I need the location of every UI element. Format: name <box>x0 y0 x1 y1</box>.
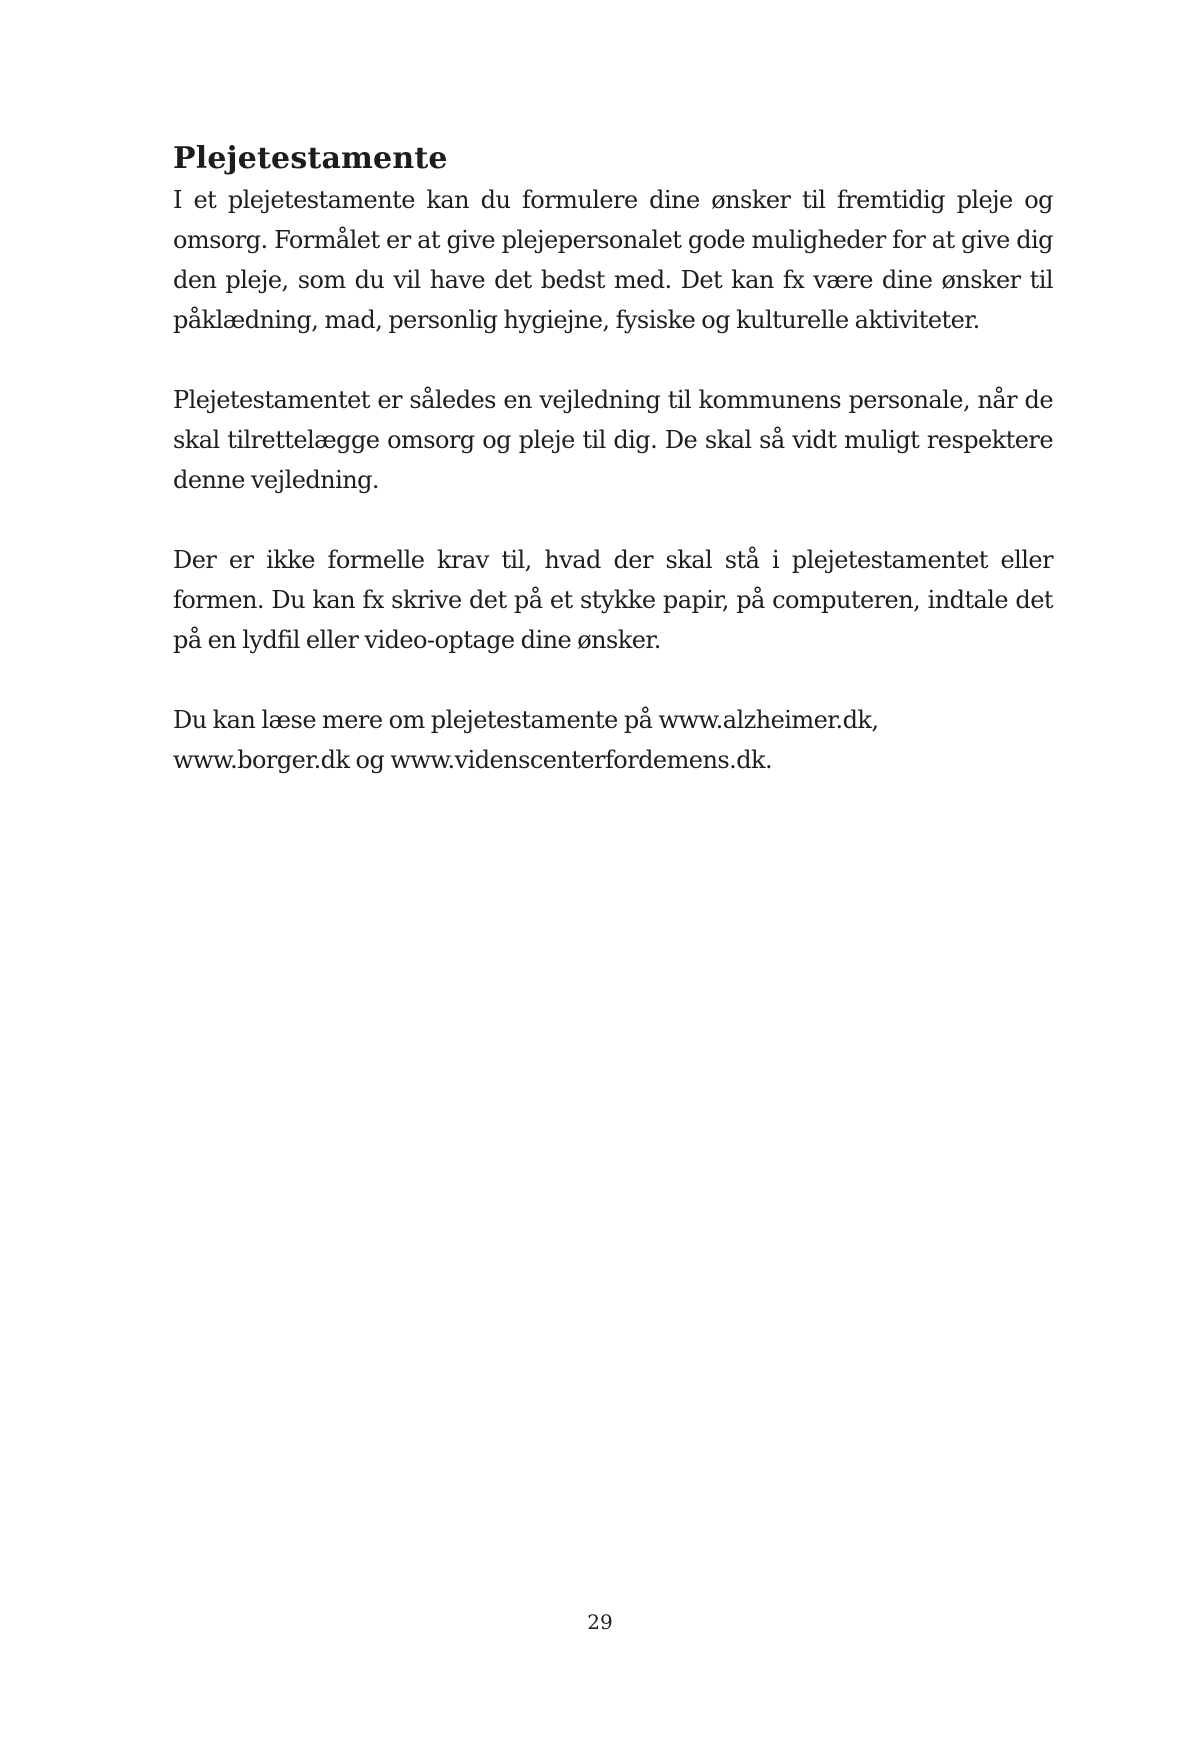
section-heading: Plejetestamente <box>173 141 448 176</box>
paragraph-intro: I et plejetestamente kan du formulere dine ønsker til fremtidig pleje og omsorg. Formålet er at give plejepersonalet gode muligheder for at give dig den pleje, som du vil have det bedst med. Det kan fx være dine ønsker til påklædning, mad, personlig hygiejne, fysiske og kulturelle aktiviteter. <box>173 186 1053 334</box>
paragraph-guidance: Plejetestamentet er således en vejledning til kommunens personale, når de skal tilrettelægge omsorg og pleje til dig. De skal så vidt muligt respektere denne vejledning. <box>173 386 1053 494</box>
paragraph-further-reading: Du kan læse mere om plejetestamente på www.alzheimer.dk, www.borger.dk og www.videnscenterfordemens.dk. <box>173 706 879 774</box>
page-number: 29 <box>587 1610 613 1634</box>
paragraph-requirements: Der er ikke formelle krav til, hvad der skal stå i plejetestamentet eller formen. Du kan fx skrive det på et stykke papir, på computeren, indtale det på en lydfil eller video-optage dine ønsker. <box>173 546 1053 654</box>
page-content <box>173 140 1053 820</box>
